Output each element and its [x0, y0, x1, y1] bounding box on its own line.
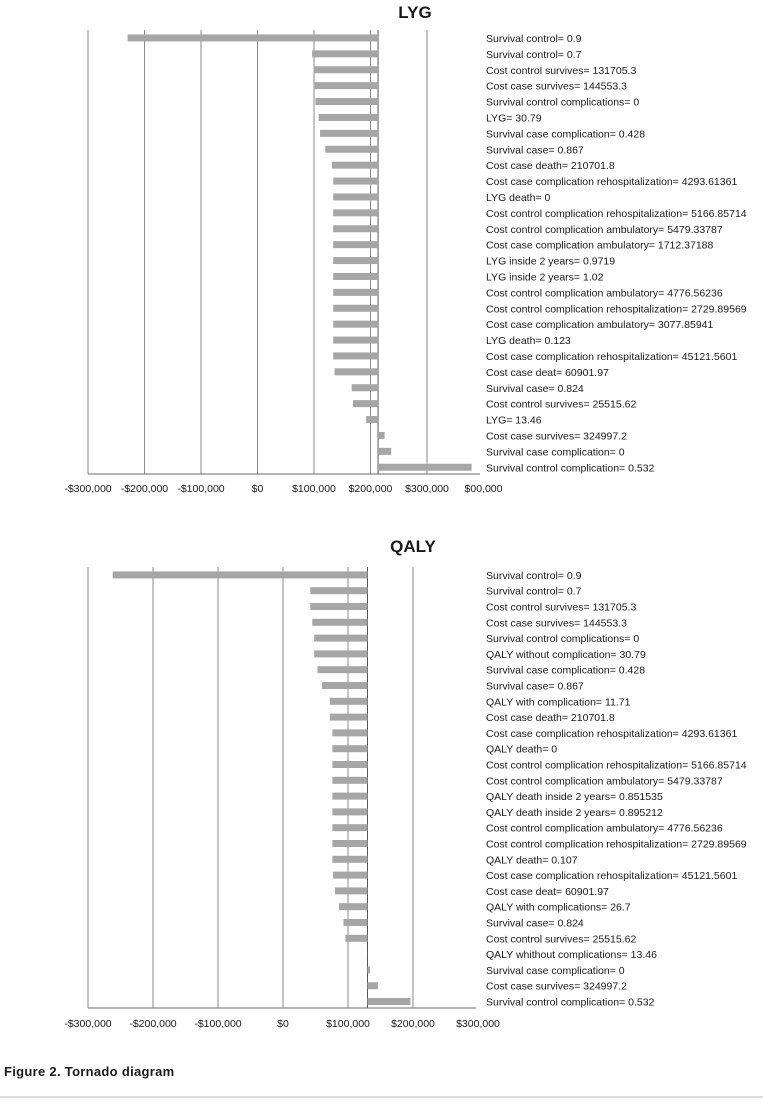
qaly-bar: [332, 761, 367, 768]
lyg-chart-title: LYG: [398, 3, 432, 22]
lyg-bar: [366, 416, 378, 423]
lyg-bar: [378, 432, 385, 439]
lyg-bar-label: LYG death= 0.123: [486, 335, 571, 348]
qaly-gridlines: [88, 567, 476, 1008]
lyg-bar-label: Survival control= 0.7: [486, 48, 582, 61]
qaly-bar-label: Cost control complication rehospitalization= 2729.89569: [486, 838, 747, 851]
qaly-bar: [368, 982, 378, 989]
lyg-bar: [333, 337, 378, 344]
qaly-x-tick-label: $0: [277, 1018, 289, 1030]
qaly-bar-label: QALY death= 0: [486, 743, 558, 756]
qaly-bar-label: Cost control complication rehospitalization= 5166.85714: [486, 759, 747, 772]
lyg-bar: [333, 305, 378, 312]
qaly-bar: [322, 682, 368, 689]
qaly-bar: [368, 966, 371, 973]
lyg-bar: [312, 50, 378, 57]
qaly-bar-label: Cost case survives= 144553.3: [486, 617, 627, 630]
lyg-bar-label: LYG= 30.79: [486, 112, 542, 125]
qaly-bar-label: QALY without complication= 30.79: [486, 648, 646, 661]
qaly-bar: [332, 793, 367, 800]
lyg-bar-label: Cost control survives= 25515.62: [486, 398, 637, 411]
lyg-x-tick-label: $0: [251, 483, 264, 495]
qaly-bar-label: Cost case deat= 60901.97: [486, 885, 609, 898]
lyg-x-tick-label: $300,000: [405, 483, 449, 495]
lyg-bar: [352, 384, 378, 391]
qaly-bar-label: QALY death inside 2 years= 0.895212: [486, 806, 663, 819]
lyg-bar: [333, 193, 378, 200]
lyg-bar-label: LYG inside 2 years= 0.9719: [486, 255, 616, 268]
qaly-bar: [312, 619, 367, 626]
qaly-bar: [314, 650, 367, 657]
lyg-chart: [64, 3, 746, 495]
lyg-bar-label: LYG= 13.46: [486, 414, 542, 427]
lyg-bar-label: Cost case death= 210701.8: [486, 160, 615, 173]
lyg-x-tick-label: $00,000: [464, 483, 503, 495]
qaly-bar: [113, 571, 368, 578]
lyg-bar-label: Survival case complication= 0: [486, 446, 625, 459]
qaly-bar: [333, 872, 367, 879]
lyg-bar-labels: [486, 33, 747, 474]
lyg-gridlines: [88, 30, 480, 474]
lyg-bar-label: Cost case complication rehospitalization= 4293.61361: [486, 176, 738, 189]
lyg-bar: [333, 209, 378, 216]
qaly-bar: [317, 666, 367, 673]
lyg-bar-label: Survival case= 0.824: [486, 382, 584, 395]
qaly-bar: [330, 714, 368, 721]
qaly-bar-label: QALY death= 0.107: [486, 854, 578, 867]
lyg-bar: [333, 225, 378, 232]
lyg-bar-label: Cost case complication rehospitalization= 45121.5601: [486, 350, 738, 363]
lyg-bar: [333, 321, 378, 328]
figure-caption: Figure 2. Tornado diagram: [4, 1064, 175, 1079]
lyg-bar: [325, 146, 378, 153]
lyg-bar-label: LYG death= 0: [486, 191, 551, 204]
qaly-bar-label: Cost case complication rehospitalization= 45121.5601: [486, 870, 738, 883]
lyg-bar-label: LYG inside 2 years= 1.02: [486, 271, 604, 284]
qaly-bar-label: Survival control= 0.7: [486, 585, 582, 598]
qaly-bar: [332, 856, 367, 863]
lyg-bar-label: Cost control complication rehospitalization= 2729.89569: [486, 303, 747, 316]
lyg-bar: [353, 400, 378, 407]
qaly-bar-label: Survival control= 0.9: [486, 569, 582, 582]
lyg-bar: [333, 257, 378, 264]
qaly-bar: [332, 729, 367, 736]
qaly-bar: [310, 587, 367, 594]
qaly-bar-label: QALY with complication= 11.71: [486, 696, 631, 709]
qaly-bar-label: Survival control complication= 0.532: [486, 996, 655, 1009]
lyg-bar-label: Survival control= 0.9: [486, 32, 582, 45]
qaly-chart-title: QALY: [390, 537, 436, 556]
qaly-bar: [332, 808, 367, 815]
qaly-chart: [64, 537, 746, 1030]
lyg-bar-label: Survival control complication= 0.532: [486, 462, 655, 475]
lyg-x-tick-label: -$100,000: [177, 483, 225, 495]
qaly-bar: [343, 919, 367, 926]
qaly-bar: [332, 840, 367, 847]
lyg-bar: [315, 98, 378, 105]
qaly-x-tick-label: $100,000: [326, 1018, 370, 1030]
lyg-bar: [378, 464, 472, 471]
qaly-x-tick-label: -$100,000: [194, 1018, 242, 1030]
lyg-bar: [128, 34, 378, 41]
lyg-bars: [128, 34, 472, 470]
qaly-x-tick-label: -$200,000: [129, 1018, 177, 1030]
lyg-bar-label: Survival control complications= 0: [486, 96, 640, 109]
qaly-bar: [332, 824, 367, 831]
qaly-bar-label: QALY with complications= 26.7: [486, 901, 631, 914]
qaly-bar-label: QALY whithout complications= 13.46: [486, 949, 657, 962]
lyg-bar: [315, 82, 378, 89]
qaly-bar: [345, 935, 367, 942]
qaly-x-tick-label: -$300,000: [64, 1018, 112, 1030]
qaly-bar-label: Cost control survives= 131705.3: [486, 601, 637, 614]
qaly-x-axis-ticks: [64, 1018, 500, 1030]
qaly-bar-label: Survival case= 0.867: [486, 680, 584, 693]
lyg-bar-label: Cost case complication ambulatory= 1712.37188: [486, 239, 714, 252]
qaly-bar-label: Cost control survives= 25515.62: [486, 933, 637, 946]
qaly-bar-label: QALY death inside 2 years= 0.851535: [486, 791, 663, 804]
lyg-bar-label: Cost case survives= 144553.3: [486, 80, 627, 93]
lyg-bar-label: Cost control survives= 131705.3: [486, 64, 637, 77]
lyg-bar: [335, 368, 379, 375]
lyg-bar: [319, 114, 378, 121]
qaly-bar-label: Survival control complications= 0: [486, 633, 640, 646]
lyg-bar: [378, 448, 391, 455]
lyg-x-tick-label: $200,000: [348, 483, 393, 495]
lyg-bar-label: Cost control complication ambulatory= 4776.56236: [486, 287, 723, 300]
lyg-x-tick-label: -$200,000: [120, 483, 169, 495]
lyg-bar-label: Cost control complication ambulatory= 5479.33787: [486, 223, 723, 236]
lyg-bar: [333, 289, 378, 296]
lyg-bar: [320, 130, 378, 137]
qaly-bar-label: Survival case= 0.824: [486, 917, 584, 930]
qaly-x-tick-label: $300,000: [456, 1018, 500, 1030]
qaly-bars: [113, 571, 411, 1005]
qaly-bar-label: Survival case complication= 0: [486, 964, 625, 977]
qaly-bar: [330, 698, 368, 705]
qaly-x-tick-label: $200,000: [391, 1018, 435, 1030]
qaly-bar: [314, 635, 367, 642]
qaly-bar-label: Cost case complication rehospitalization= 4293.61361: [486, 727, 738, 740]
qaly-bar-labels: [486, 570, 747, 1009]
lyg-bar: [333, 352, 378, 359]
qaly-bar-label: Survival case complication= 0.428: [486, 664, 646, 677]
lyg-x-tick-label: $100,000: [292, 483, 336, 495]
lyg-x-tick-label: -$300,000: [64, 483, 112, 495]
lyg-x-axis-ticks: [64, 483, 502, 495]
qaly-bar: [332, 777, 367, 784]
lyg-bar: [313, 66, 378, 73]
lyg-bar-label: Cost case complication ambulatory= 3077.85941: [486, 319, 714, 332]
lyg-bar-label: Survival case= 0.867: [486, 144, 584, 157]
qaly-bar-label: Cost control complication ambulatory= 5479.33787: [486, 775, 723, 788]
lyg-bar-label: Cost control complication rehospitalization= 5166.85714: [486, 207, 747, 220]
qaly-bar-label: Cost case death= 210701.8: [486, 712, 615, 725]
lyg-bar: [332, 162, 378, 169]
qaly-bar: [335, 887, 368, 894]
lyg-bar: [333, 241, 378, 248]
qaly-bar: [368, 998, 411, 1005]
qaly-bar: [310, 603, 367, 610]
lyg-bar-label: Cost case deat= 60901.97: [486, 366, 609, 379]
lyg-bar: [333, 178, 378, 185]
lyg-bar-label: Survival case complication= 0.428: [486, 128, 646, 141]
qaly-bar-label: Cost control complication ambulatory= 4776.56236: [486, 822, 723, 835]
lyg-bar-label: Cost case survives= 324997.2: [486, 430, 627, 443]
qaly-bar: [332, 745, 367, 752]
qaly-bar: [339, 903, 368, 910]
lyg-bar: [333, 273, 378, 280]
qaly-bar-label: Cost case survives= 324997.2: [486, 980, 627, 993]
